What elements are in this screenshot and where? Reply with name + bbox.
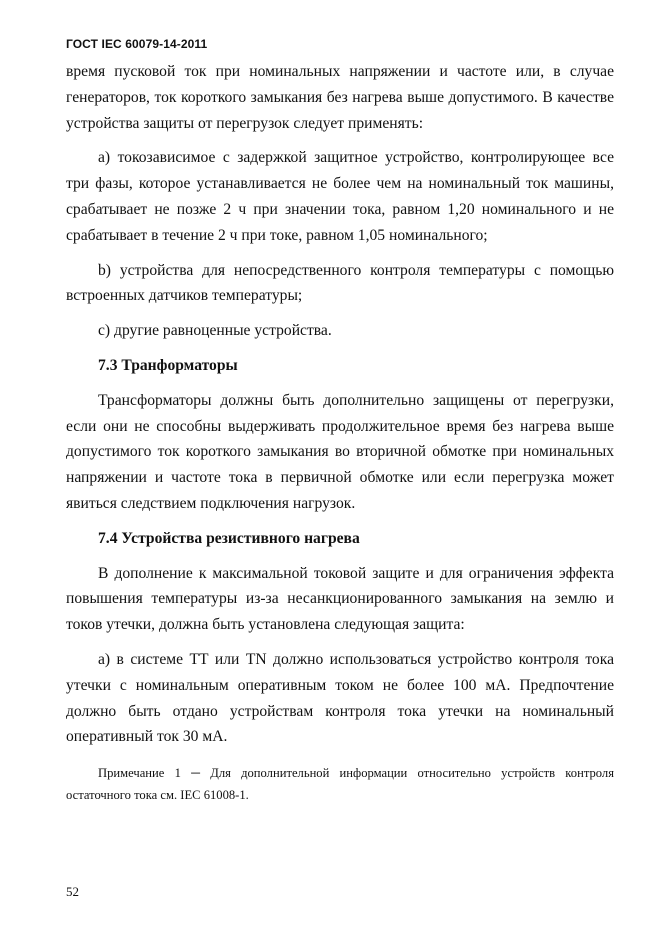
list-item-a: а) токозависимое с задержкой защитное устройство, контролирующее все три фазы, которое устанавливается не более чем на номинальный ток машины, срабатывает не позже 2 ч при значении тока, равном 1,20 номинального и не срабатывает в течение 2 ч при токе, равном 1,05 номинального; [66, 149, 614, 244]
section-7-3-heading: 7.3 Транформаторы [98, 356, 238, 374]
standard-code-header: ГОСТ IEC 60079-14-2011 [66, 37, 208, 51]
section-7-4-heading: 7.4 Устройства резистивного нагрева [98, 529, 360, 547]
continued-paragraph: время пусковой ток при номинальных напряжении и частоте или, в случае генераторов, ток короткого замыкания без нагрева выше допустимого. В качестве устройства защиты от перегрузок следует применять: [66, 63, 614, 132]
document-body [66, 59, 614, 759]
list-item-c: с) другие равноценные устройства. [98, 322, 332, 340]
note-label: Примечание [98, 766, 165, 780]
section-7-4-paragraph: В дополнение к максимальной токовой защите и для ограничения эффекта повышения температуры из-за несанкционированного замыкания на землю и токов утечки, должна быть установлена следующая защита: [66, 564, 614, 634]
page-number: 52 [66, 884, 79, 899]
section-7-3-paragraph: Трансформаторы должны быть дополнительно защищены от перегрузки, если они не способны выдерживать продолжительное время без нагрева выше допустимого ток короткого замыкания во вторичной обмотке при номинальных напряжении и частоте тока в первичной обмотке или если перегрузка может явиться следствием подключения нагрузок. [66, 391, 614, 512]
note-text: 1 ─ Для дополнительной информации относительно устройств контроля остаточного тока см. IEC 61008-1. [66, 766, 614, 802]
note-paragraph [66, 762, 614, 806]
list-item-b: b) устройства для непосредственного контроля температуры с помощью встроенных датчиков температуры; [66, 261, 614, 305]
section-7-4-list-item-a: а) в системе ТТ или TN должно использоваться устройство контроля тока утечки с номинальным оперативным током не более 100 мА. Предпочтение должно быть отдано устройствам контроля тока утечки на номинальный оперативный ток 30 мА. [66, 650, 614, 746]
note-block [66, 762, 614, 806]
